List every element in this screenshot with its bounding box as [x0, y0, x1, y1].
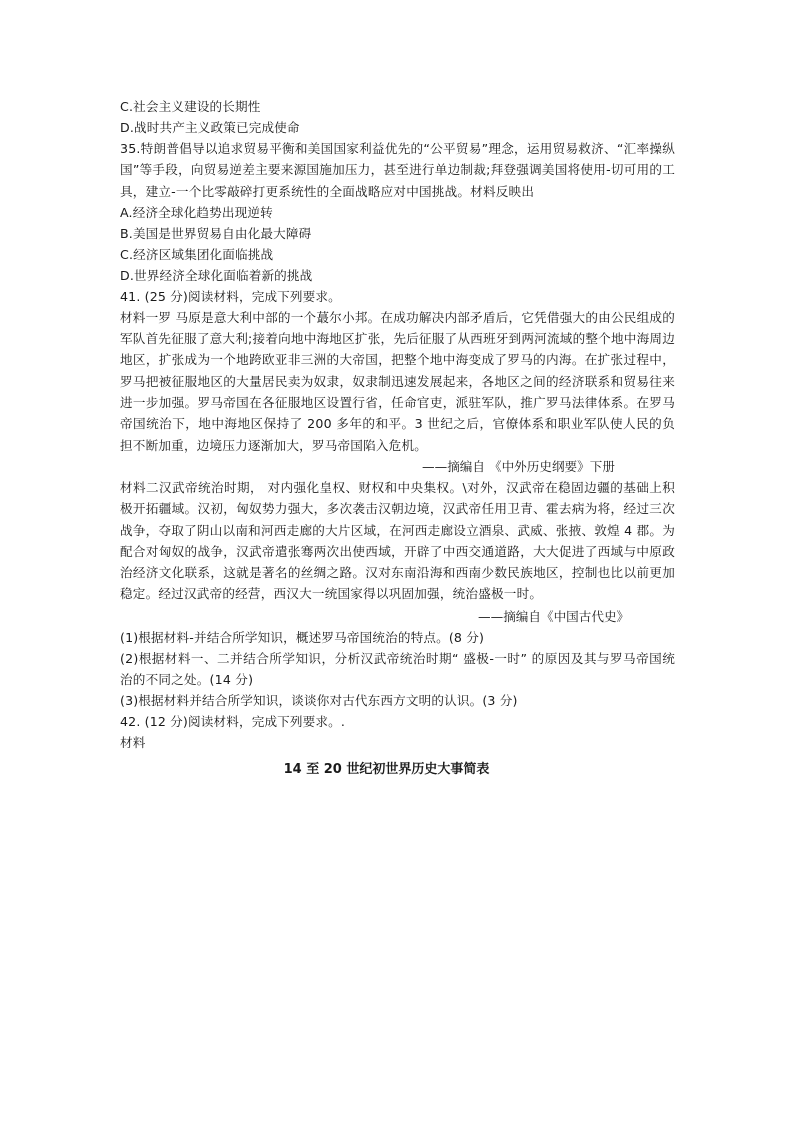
- q41-source-2: ——摘编自《中国古代史》: [478, 608, 630, 624]
- q41-header: 41. (25 分)阅读材料，完成下列要求。: [120, 288, 341, 304]
- q42-table-title: 14 至 20 世纪初世界历史大事简表: [283, 762, 490, 778]
- q42-material-label: 材料: [120, 735, 146, 751]
- q41-requirement-1: (1)根据材料-并结合所学知识，概述罗马帝国统治的特点。(8 分): [120, 629, 485, 645]
- q35-option-c: C.经济区域集团化面临挑战: [120, 246, 274, 262]
- q41-requirement-3: (3)根据材料并结合所学知识，谈谈你对古代东西方文明的认识。(3 分): [120, 693, 518, 709]
- q41-requirement-2: (2)根据材料一、二并结合所学知识，分析汉武帝统治时期“ 盛极-一时” 的原因及其与罗马帝国统治的不同之处。(14 分): [120, 650, 675, 688]
- q42-header: 42. (12 分)阅读材料，完成下列要求。.: [120, 714, 346, 730]
- q34-option-d: D.战时共产主义政策已完成使命: [120, 120, 300, 135]
- q35-option-d: D.世界经济全球化面临着新的挑战: [120, 267, 313, 283]
- q35-option-b: B.美国是世界贸易自由化最大障碍: [120, 225, 312, 241]
- q41-source-1: ——摘编自 《中外历史纲要》下册: [422, 458, 615, 474]
- q41-material-1: 材料一罗 马原是意大利中部的一个蕞尔小邦。在成功解决内部矛盾后，它凭借强大的由公民组成的军队首先征服了意大利;接着向地中海地区扩张，先后征服了从西班牙到两河流域的整个地中海周边地区，扩张成为一个地跨欧亚非三洲的大帝国，把整个地中海变成了罗马的内海。在扩张过程中，罗马把被征服地区的大量居民卖为奴隶，奴隶制迅速发展起来，各地区之间的经济联系和贸易往来进一步加强。罗马帝国在各征服地区设置行省，任命官吏，派驻军队，推广罗马法律体系。在罗马帝国统治下，地中海地区保持了 200 多年的和平。3 世纪之后，官僚体系和职业军队使人民的负担不断加重，边境压力逐渐加大，罗马帝国陷入危机。: [120, 309, 675, 453]
- q34-option-c: C.社会主义建设的长期性: [120, 99, 261, 114]
- exam-page: [120, 96, 675, 780]
- q35-stem: 35.特朗普倡导以追求贸易平衡和美国国家利益优先的“公平贸易”理念，运用贸易救济、“汇率操纵国”等手段，向贸易逆差主要来源国施加压力，甚至进行单边制裁;拜登强调美国将使用-切可用的工具，建立-一个比零敲碎打更系统性的全面战略应对中国挑战。材料反映出: [120, 141, 675, 199]
- q41-material-2: 材料二汉武帝统治时期， 对内强化皇权、财权和中央集权。\对外，汉武帝在稳固边疆的基础上积极开拓疆域。汉初，匈奴势力强大，多次袭击汉朝边境，汉武帝任用卫青、霍去病为将，经过三次战争，夺取了阴山以南和河西走廊的大片区域，在河西走廊设立酒泉、武威、张掖、敦煌 4 郡。为配合对匈奴的战争，汉武帝遣张骞两次出使西域，开辟了中西交通道路，大大促进了西域与中原政治经济文化联系，这就是著名的丝绸之路。汉对东南沿海和西南少数民族地区，控制也比以前更加稳定。经过汉武帝的经营，西汉大一统国家得以巩固加强，统治盛极一时。: [120, 479, 675, 602]
- q35-option-a: A.经济全球化趋势出现逆转: [120, 204, 273, 220]
